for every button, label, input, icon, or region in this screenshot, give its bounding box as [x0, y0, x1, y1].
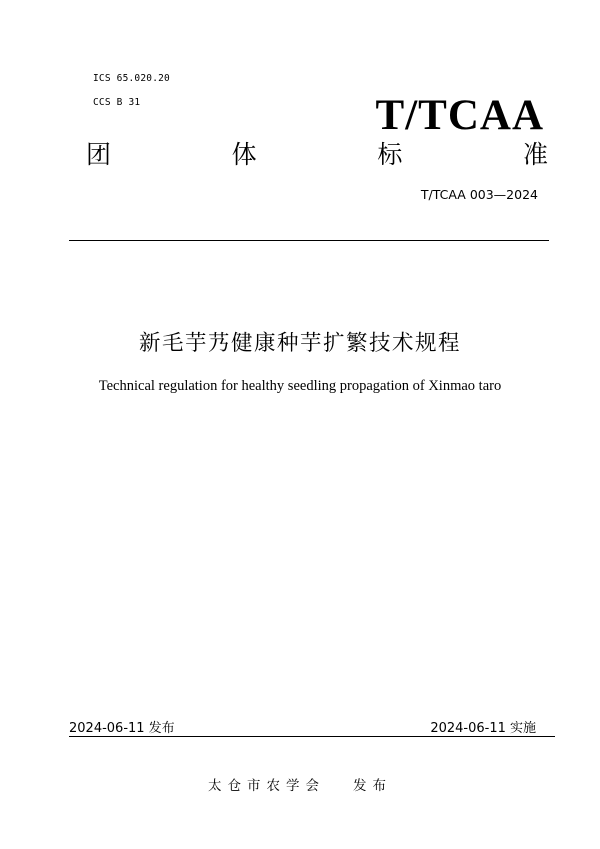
standard-type-char: 标	[377, 140, 403, 169]
bottom-divider	[69, 736, 555, 737]
publisher-action: 发布	[353, 778, 392, 794]
standard-type-char: 团	[86, 140, 112, 169]
implementation-date: 2024-06-11 实施	[430, 721, 536, 736]
standard-type-char: 体	[231, 140, 257, 169]
ics-code: ICS 65.020.20	[93, 73, 170, 84]
standard-type-char: 准	[522, 140, 548, 169]
publisher-name: 太仓市农学会	[208, 778, 325, 794]
association-logo-text: T/TCAA	[375, 92, 544, 139]
document-title-english: Technical regulation for healthy seedling propagation of Xinmao taro	[98, 378, 502, 394]
ccs-code: CCS B 31	[93, 97, 141, 108]
top-divider	[69, 240, 549, 241]
publisher-line	[0, 774, 600, 794]
issue-date: 2024-06-11 发布	[69, 721, 175, 736]
document-title-chinese: 新毛芋艿健康种芋扩繁技术规程	[138, 331, 461, 356]
standard-code: T/TCAA 003—2024	[420, 187, 538, 202]
standard-type-heading	[86, 142, 548, 167]
